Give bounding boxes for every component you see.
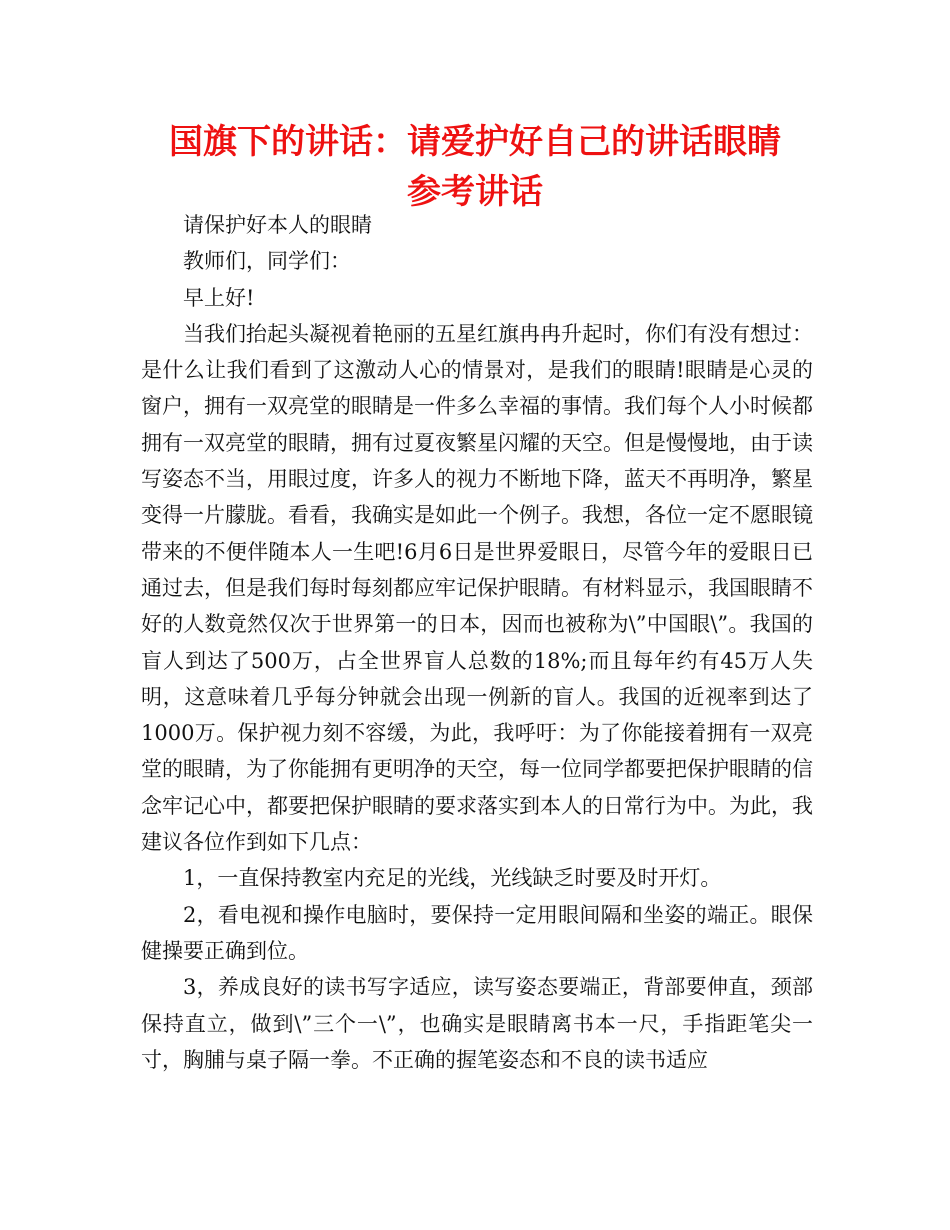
paragraph-heading: 请保护好本人的眼睛 xyxy=(183,213,372,237)
paragraph-greeting-morning: 早上好! xyxy=(183,285,255,310)
paragraph-item-3: 3，养成良好的读书写字适应，读写姿态要端正，背部要伸直，颈部保持直立，做到\”三个一\”，也确实是眼睛离书本一尺，手指距笔尖一寸，胸脯与桌子隔一拳。不正确的握笔姿态和不良的读书适应 xyxy=(141,975,813,1072)
document-body xyxy=(141,207,813,1078)
title-line-1: 国旗下的讲话：请爱护好自己的讲话眼睛 xyxy=(169,122,781,162)
document-title xyxy=(140,117,810,217)
paragraph-main: 当我们抬起头凝视着艳丽的五星红旗冉冉升起时，你们有没有想过：是什么让我们看到了这激动人心的情景对，是我们的眼睛!眼睛是心灵的窗户，拥有一双亮堂的眼睛是一件多么幸福的事情。我们每个人小时候都拥有一双亮堂的眼睛，拥有过夏夜繁星闪耀的天空。但是慢慢地，由于读写姿态不当，用眼过度，许多人的视力不断地下降，蓝天不再明净，繁星变得一片朦胧。看看，我确实是如此一个例子。我想，各位一定不愿眼镜带来的不便伴随本人一生吧!6月6日是世界爱眼日，尽管今年的爱眼日已通过去，但是我们每时每刻都应牢记保护眼睛。有材料显示，我国眼睛不好的人数竟然仅次于世界第一的日本，因而也被称为\”中国眼\”。我国的盲人到达了500万，占全世界盲人总数的18%;而且每年约有45万人失明，这意味着几乎每分钟就会出现一例新的盲人。我国的近视率到达了1000万。保护视力刻不容缓，为此，我呼吁：为了你能接着拥有一双亮堂的眼睛，为了你能拥有更明净的天空，每一位同学都要把保护眼睛的信念牢记心中，都要把保护眼睛的要求落实到本人的日常行为中。为此，我建议各位作到如下几点： xyxy=(141,321,813,855)
paragraph-item-1: 1，一直保持教室内充足的光线，光线缺乏时要及时开灯。 xyxy=(183,866,722,891)
title-line-2: 参考讲话 xyxy=(407,172,543,212)
paragraph-greeting-audience: 教师们，同学们： xyxy=(183,249,351,274)
paragraph-item-2: 2，看电视和操作电脑时，要保持一定用眼间隔和坐姿的端正。眼保健操要正确到位。 xyxy=(141,902,813,963)
